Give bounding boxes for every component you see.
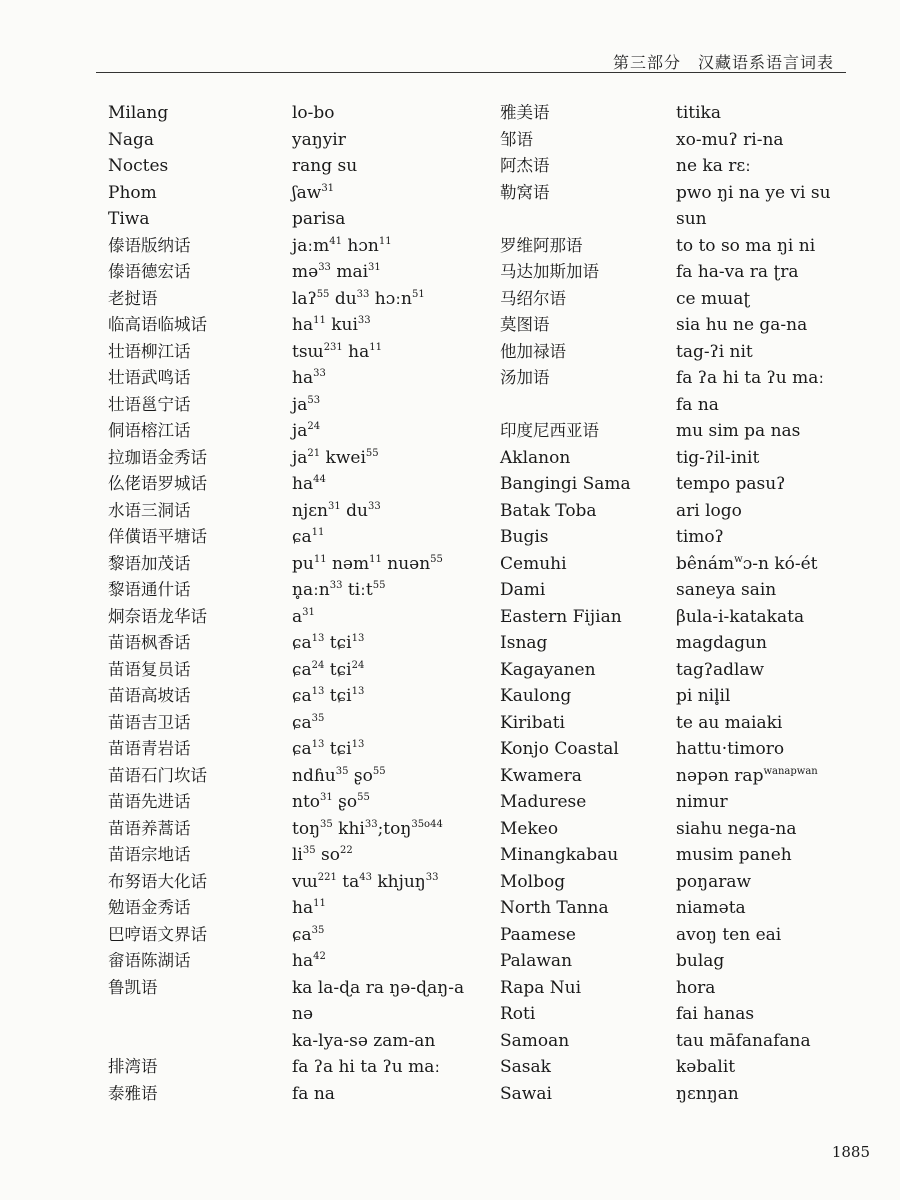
language-name: 壮语柳江话 (108, 341, 191, 361)
word-form: hattu·timoro (676, 739, 785, 759)
language-name: Bangingi Sama (500, 474, 631, 494)
language-name: 巴哼语文界话 (108, 924, 207, 944)
language-name: 阿杰语 (500, 156, 550, 175)
word-form: fa na (676, 394, 719, 415)
language-name: 莫图语 (500, 315, 550, 334)
language-name: 他加禄语 (500, 341, 566, 361)
language-name: Sawai (500, 1083, 552, 1104)
language-name: 黎语加茂话 (108, 553, 191, 573)
word-form: ndɦu$^{35}$ ʂo$^{55}$ (292, 765, 386, 786)
language-name: Samoan (500, 1030, 570, 1051)
language-name: Palawan (500, 951, 573, 971)
word-form: mə$^{33}$ mai$^{31}$ (292, 262, 381, 282)
language-name: Paamese (500, 924, 576, 945)
language-name: Madurese (500, 792, 587, 812)
word-form: avoŋ ten eai (676, 924, 782, 945)
language-name: 傣语版纳话 (108, 235, 191, 255)
word-form: $ha^{42}$ (292, 951, 326, 971)
word-form: ce mɯaʈ (676, 288, 751, 309)
word-form: magdagun (676, 633, 767, 653)
word-form: $pu^{11}$ nəm$^{11}$ nuən$^{55}$ (292, 553, 443, 574)
word-form: bênám$^w$ɔ-n kó-ét (676, 553, 818, 574)
word-form: ɕa$^{13}$ tɕi$^{13}$ (292, 739, 365, 759)
word-form: $li^{35}$ $so^{22}$ (292, 845, 353, 865)
language-name: 印度尼西亚语 (500, 421, 599, 440)
language-name: Eastern Fijian (500, 606, 622, 627)
language-name (108, 1001, 288, 1028)
language-name: Roti (500, 1004, 536, 1024)
language-name: 苗语宗地话 (108, 845, 191, 864)
language-name (108, 1107, 288, 1134)
header-rule (96, 72, 846, 73)
language-name: Kagayanen (500, 659, 596, 680)
language-name: 畲语陈湖话 (108, 951, 191, 970)
word-form: ka la-ɖa ra ŋə-ɖaŋ-a (292, 977, 465, 998)
language-name: 拉珈语金秀话 (108, 447, 207, 467)
language-name: 鲁凯语 (108, 977, 158, 997)
language-name: Mekeo (500, 818, 559, 839)
word-form: tag-ʔi nit (676, 341, 753, 362)
language-name: 苗语高坡话 (108, 686, 191, 705)
language-name: 壮语武鸣话 (108, 368, 191, 387)
word-form: niaməta (676, 898, 746, 918)
language-column-right (500, 100, 670, 1107)
language-name: Molbog (500, 871, 566, 892)
language-column-left (108, 100, 288, 1134)
language-name: 勒窝语 (500, 182, 550, 202)
word-form: rang su (292, 156, 358, 176)
word-form: $ha^{11}$ kui$^{33}$ (292, 315, 371, 335)
word-form: musim paneh (676, 845, 792, 865)
word-form: fa ʔa hi ta ʔu maː (292, 1057, 441, 1077)
language-name: 汤加语 (500, 368, 550, 387)
language-name: 壮语邕宁话 (108, 394, 191, 414)
word-form: ʃaw$^{31}$ (292, 182, 335, 203)
language-name: Milang (108, 103, 169, 123)
language-name: 苗语复员话 (108, 659, 191, 679)
language-name: 马达加斯加语 (500, 262, 599, 281)
word-form: yaŋyir (292, 129, 346, 150)
word-form: to to so ma ŋi ni (676, 235, 816, 256)
word-column-left (292, 100, 492, 1107)
word-form: xo-muʔ ri-na (676, 129, 784, 150)
language-name: Noctes (108, 156, 169, 176)
language-name: 苗语石门坎话 (108, 765, 207, 785)
language-name: Kaulong (500, 686, 572, 706)
page-number: 1885 (831, 1143, 870, 1161)
word-form: njɛn$^{31}$ $du^{33}$ (292, 500, 381, 521)
word-form: ɕa$^{11}$ (292, 527, 325, 547)
language-name: 苗语先进话 (108, 792, 191, 811)
word-form: ŋɛnŋan (676, 1083, 739, 1104)
word-form: saneya sain (676, 580, 777, 600)
word-form: nə (292, 1004, 314, 1024)
word-form: $ja^{53}$ (292, 394, 321, 415)
word-form: tsɯ$^{231}$ $ha^{11}$ (292, 341, 383, 362)
word-form: lo-bo (292, 103, 335, 123)
language-name: 马绍尔语 (500, 288, 566, 308)
word-form: hora (676, 977, 716, 998)
word-form: sun (676, 209, 707, 229)
word-form: ɕa$^{24}$ tɕi$^{24}$ (292, 659, 365, 680)
word-form: bulag (676, 951, 725, 971)
language-name: 勉语金秀话 (108, 898, 191, 917)
word-form: ɕa$^{13}$ tɕi$^{13}$ (292, 633, 365, 653)
word-form: laʔ$^{55}$ $du^{33}$ hɔːn$^{51}$ (292, 288, 425, 309)
language-name: 雅美语 (500, 103, 550, 122)
word-form: timoʔ (676, 527, 724, 547)
word-form: vɯ$^{221}$ $ta^{43}$ khjuŋ$^{33}$ (292, 871, 439, 892)
language-name: Konjo Coastal (500, 739, 619, 759)
word-form: $ja^{21}$ kwei$^{55}$ (292, 447, 379, 468)
language-name: 炯奈语龙华话 (108, 606, 207, 626)
language-name: Dami (500, 580, 546, 600)
language-name: 水语三洞话 (108, 500, 191, 520)
language-name: Naga (108, 129, 155, 150)
word-form: tempo pasuʔ (676, 474, 786, 494)
language-name: 临高语临城话 (108, 315, 207, 334)
word-form: mu sim pa nas (676, 421, 801, 441)
language-name: 苗语枫香话 (108, 633, 191, 652)
language-name: 苗语养蒿话 (108, 818, 191, 838)
running-header-title: 第三部分 汉藏语系语言词表 (612, 53, 834, 72)
word-form: fa ha-va ra ʈra (676, 262, 799, 282)
word-form: $a^{31}$ (292, 606, 315, 627)
word-form: nto$^{31}$ ʂo$^{55}$ (292, 792, 370, 812)
word-form: siahu nega-na (676, 818, 797, 839)
language-name (500, 206, 670, 233)
language-name: Batak Toba (500, 500, 597, 521)
language-name: 苗语吉卫话 (108, 712, 191, 732)
language-name: Tiwa (108, 209, 150, 229)
word-form: jaːm$^{41}$ hɔn$^{11}$ (292, 235, 392, 256)
language-name (500, 392, 670, 419)
word-form: $ja^{24}$ (292, 421, 321, 441)
language-name: Cemuhi (500, 553, 567, 574)
word-form: nəpən rap$^{wanapwan}$ (676, 765, 818, 786)
language-name: North Tanna (500, 898, 609, 918)
word-form: ɕa$^{35}$ (292, 924, 325, 945)
language-name: 邹语 (500, 129, 533, 149)
language-name: Aklanon (500, 447, 571, 468)
word-form: ari logo (676, 500, 742, 521)
language-name: 老挝语 (108, 288, 158, 308)
language-name: 傣语德宏话 (108, 262, 191, 281)
language-name: 排湾语 (108, 1057, 158, 1076)
language-name: Isnag (500, 633, 548, 653)
word-form: poŋaraw (676, 871, 752, 892)
language-name: Kiribati (500, 712, 565, 733)
word-form: ɕa$^{13}$ tɕi$^{13}$ (292, 686, 365, 706)
word-form: tau māfanafana (676, 1030, 811, 1051)
word-form: titika (676, 103, 721, 123)
word-form: ɕa$^{35}$ (292, 712, 325, 733)
page-header (0, 0, 900, 80)
word-form: sia hu ne ga-na (676, 315, 808, 335)
word-form: toŋ$^{35}$ khi$^{33}$;toŋ$^{35o44}$ (292, 818, 443, 839)
word-form: pi nil̥il (676, 686, 731, 706)
word-form: tig-ʔil-init (676, 447, 760, 468)
word-form: $ha^{44}$ (292, 474, 326, 494)
language-name: Bugis (500, 527, 549, 547)
word-form: fa na (292, 1083, 335, 1104)
word-form: fai hanas (676, 1004, 755, 1024)
word-form: nimur (676, 792, 728, 812)
word-form: $ha^{33}$ (292, 368, 326, 388)
word-form: te au maiaki (676, 712, 783, 733)
word-form: $ha^{11}$ (292, 898, 326, 918)
language-name: Kwamera (500, 765, 582, 786)
word-form: ne ka rɛː (676, 156, 751, 176)
word-form: tagʔadlaw (676, 659, 765, 680)
word-column-right (676, 100, 886, 1107)
word-form: kəbalit (676, 1057, 736, 1077)
word-form: βula-i-katakata (676, 606, 805, 627)
language-name: Sasak (500, 1057, 551, 1077)
language-name: 苗语青岩话 (108, 739, 191, 758)
language-name: 罗维阿那语 (500, 235, 583, 255)
language-name: Phom (108, 182, 157, 203)
language-name: Minangkabau (500, 845, 619, 865)
language-name: 布努语大化话 (108, 871, 207, 891)
word-form: pwo ŋi na ye vi su (676, 182, 831, 203)
word-form: ka-lya-sə zam-an (292, 1030, 436, 1051)
language-name: Rapa Nui (500, 977, 582, 998)
language-name (108, 1028, 288, 1055)
word-form: n̥aːn$^{33}$ tiːt$^{55}$ (292, 580, 386, 600)
language-name: 泰雅语 (108, 1083, 158, 1103)
language-name: 侗语榕江话 (108, 421, 191, 440)
language-name: 仫佬语罗城话 (108, 474, 207, 493)
word-form: parisa (292, 209, 346, 229)
word-form: fa ʔa hi ta ʔu maː (676, 368, 825, 388)
language-name: 黎语通什话 (108, 580, 191, 599)
language-name: 佯僙语平塘话 (108, 527, 207, 546)
